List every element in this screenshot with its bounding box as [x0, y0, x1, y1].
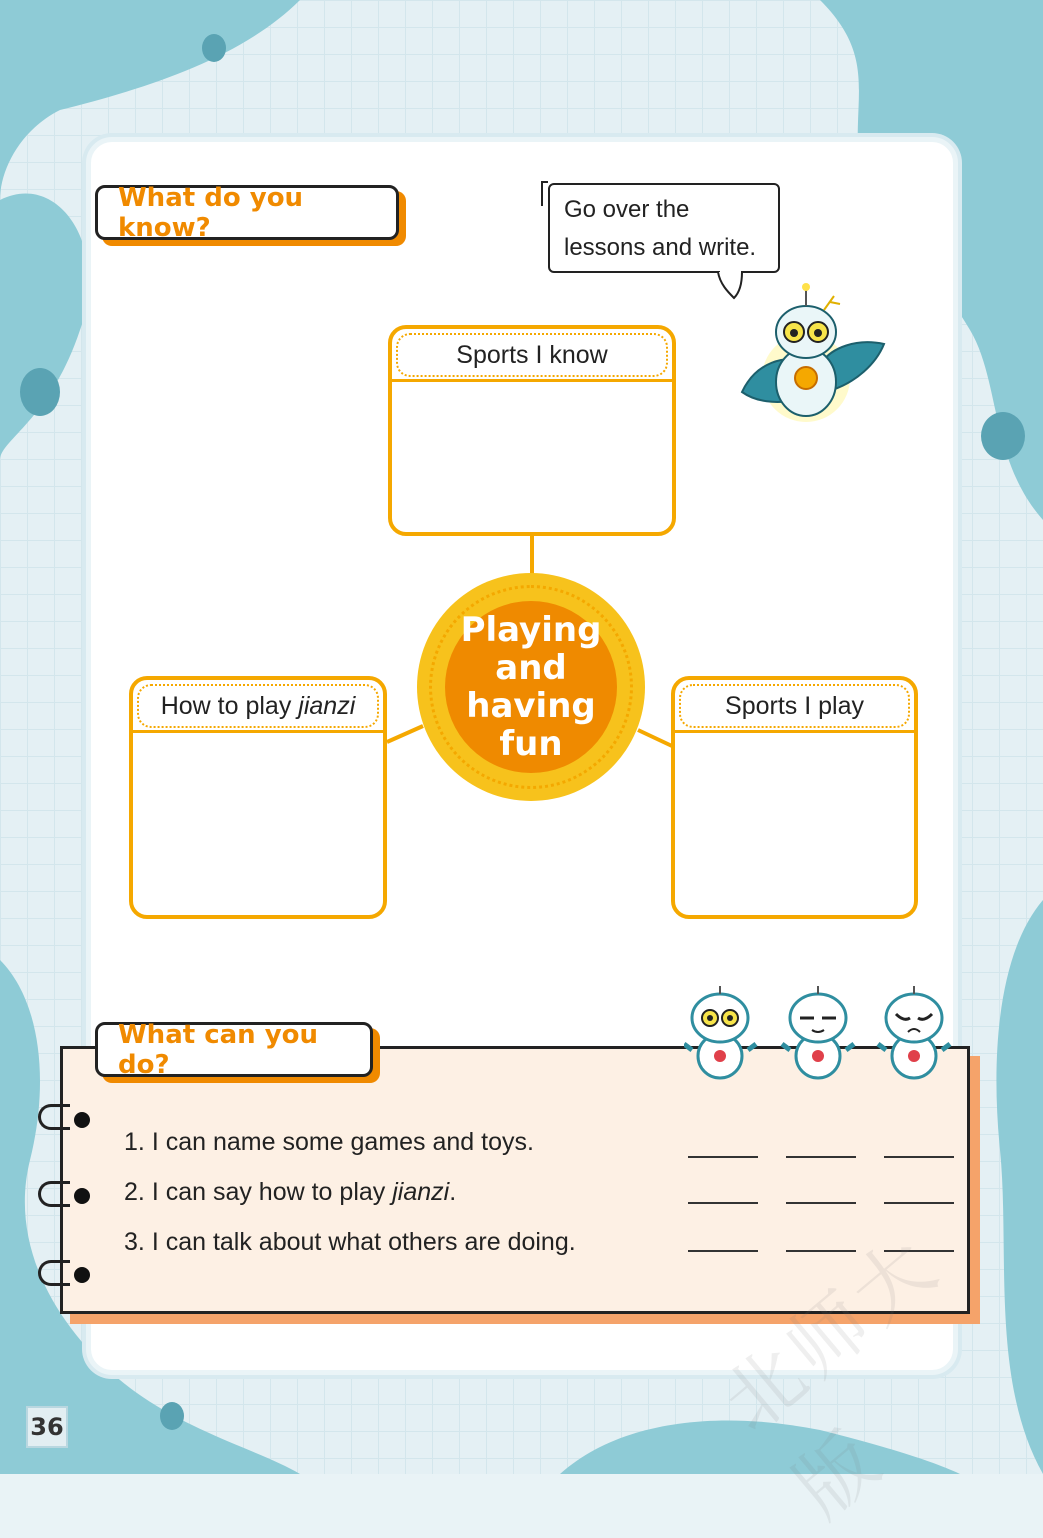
- section-title: What can you do?: [118, 1019, 319, 1080]
- mindmap-box-label: Sports I know: [396, 333, 668, 377]
- item-text: I can talk about what others are doing.: [151, 1228, 576, 1256]
- center-word: Playing: [460, 610, 602, 650]
- item-number: 3.: [124, 1228, 145, 1256]
- robot-rating-icons: [684, 984, 958, 1084]
- self-check-item: [124, 1128, 534, 1157]
- mindmap-box-sports-i-play: [671, 676, 918, 919]
- binder-ring: [38, 1260, 70, 1286]
- item-text: I can say how to play: [151, 1178, 393, 1206]
- robot-happy-icon: [684, 986, 756, 1078]
- section-what-can-you-do: [95, 1019, 373, 1080]
- bubble-line-2: lessons and write.: [564, 234, 757, 261]
- binder-hole: [74, 1188, 90, 1204]
- center-label: [445, 601, 617, 773]
- center-word: and: [495, 648, 567, 688]
- page-number: 36: [26, 1406, 68, 1448]
- mindmap-center: [417, 573, 645, 801]
- center-word: fun: [499, 724, 563, 764]
- section-title: What do you know?: [118, 182, 304, 243]
- robot-sleepy-icon: [782, 986, 854, 1078]
- rating-blank[interactable]: [688, 1156, 758, 1158]
- mindmap-box-sports-i-know: [388, 325, 676, 536]
- self-check-item: [124, 1228, 576, 1257]
- item-number: 2.: [124, 1178, 145, 1206]
- mindmap-box-label: [137, 684, 379, 728]
- center-word: having: [466, 686, 596, 726]
- mindmap-box-how-to-play-jianzi: [129, 676, 387, 919]
- binder-hole: [74, 1112, 90, 1128]
- self-check-item: [124, 1178, 456, 1207]
- binder-ring: [38, 1104, 70, 1130]
- rating-blank[interactable]: [786, 1156, 856, 1158]
- rating-blank[interactable]: [786, 1202, 856, 1204]
- mindmap-box-divider: [392, 379, 672, 382]
- label-italic: jianzi: [298, 691, 356, 720]
- binder-ring: [38, 1181, 70, 1207]
- item-text: I can name some games and toys.: [151, 1128, 534, 1156]
- item-tail: .: [449, 1178, 457, 1206]
- rating-blank[interactable]: [688, 1202, 758, 1204]
- rating-blank[interactable]: [884, 1156, 954, 1158]
- bubble-line-1: Go over the: [564, 196, 690, 223]
- mindmap-box-label: Sports I play: [679, 684, 910, 728]
- mindmap-box-divider: [675, 730, 914, 733]
- robot-worried-icon: [878, 986, 950, 1078]
- binder-hole: [74, 1267, 90, 1283]
- publisher-watermark: 北师大版: [706, 1218, 958, 1536]
- mindmap-box-divider: [133, 730, 383, 733]
- item-italic: jianzi: [392, 1178, 450, 1206]
- label-plain: How to play: [160, 691, 299, 720]
- rating-blank[interactable]: [688, 1250, 758, 1252]
- item-number: 1.: [124, 1128, 145, 1156]
